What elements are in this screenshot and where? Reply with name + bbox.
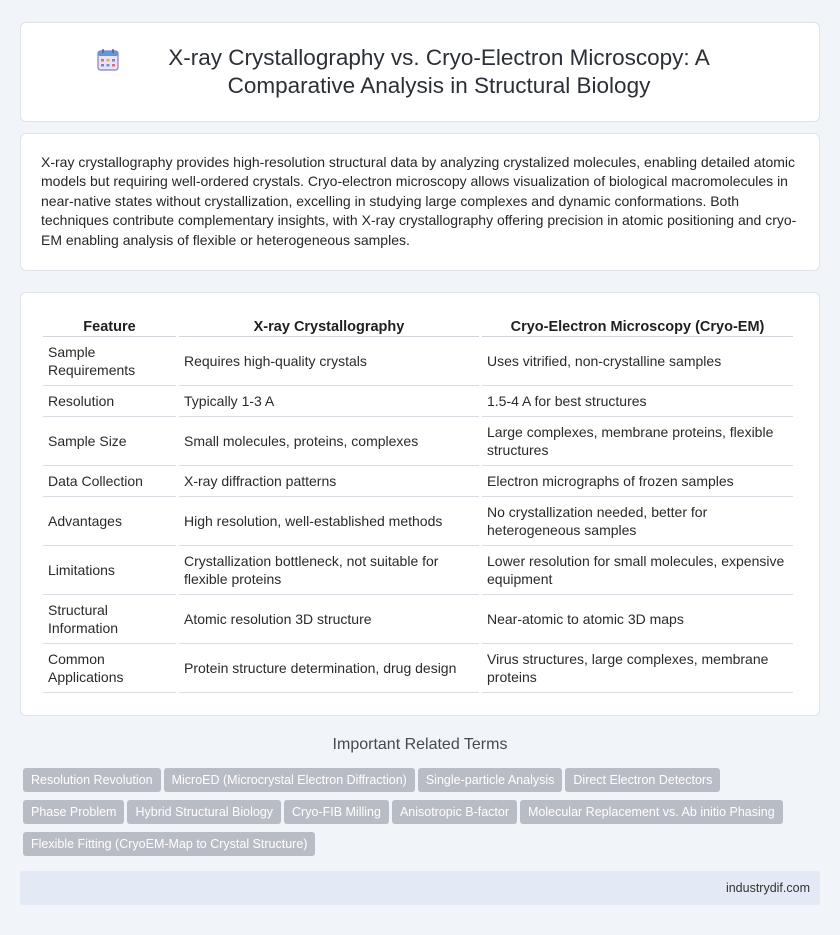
page-title: X-ray Crystallography vs. Cryo-Electron Microscopy: A Comparative Analysis in Structural Biology [168,45,710,98]
related-terms-list [23,768,823,864]
xray-cell: Protein structure determination, drug design [179,644,479,693]
cryoem-cell: Near-atomic to atomic 3D maps [482,595,793,644]
related-term-tag[interactable]: Direct Electron Detectors [565,768,720,792]
related-term-tag[interactable]: Single-particle Analysis [418,768,563,792]
related-term-tag[interactable]: Hybrid Structural Biology [127,800,281,824]
cryoem-cell: Uses vitrified, non-crystalline samples [482,337,793,386]
table-row [43,386,793,417]
header-feature: Feature [43,312,176,337]
table-row [43,546,793,595]
feature-cell: Limitations [43,546,176,595]
table-row [43,497,793,546]
calendar-icon [96,48,120,72]
title-card [20,22,820,122]
related-term-tag[interactable]: Anisotropic B-factor [392,800,517,824]
comparison-table [40,312,796,693]
cryoem-cell: Lower resolution for small molecules, expensive equipment [482,546,793,595]
xray-cell: Atomic resolution 3D structure [179,595,479,644]
feature-cell: Resolution [43,386,176,417]
xray-cell: High resolution, well-established methods [179,497,479,546]
related-term-tag[interactable]: Cryo-FIB Milling [284,800,389,824]
feature-cell: Sample Requirements [43,337,176,386]
header-cryoem: Cryo-Electron Microscopy (Cryo-EM) [482,312,793,337]
feature-cell: Common Applications [43,644,176,693]
table-row [43,417,793,466]
title-wrap [96,44,744,100]
feature-cell: Data Collection [43,466,176,497]
table-header-row [43,312,793,337]
related-term-tag[interactable]: Phase Problem [23,800,124,824]
table-row [43,595,793,644]
xray-cell: Small molecules, proteins, complexes [179,417,479,466]
feature-cell: Structural Information [43,595,176,644]
feature-cell: Sample Size [43,417,176,466]
table-row [43,337,793,386]
cryoem-cell: Large complexes, membrane proteins, flexible structures [482,417,793,466]
related-term-tag[interactable]: Resolution Revolution [23,768,161,792]
related-term-tag[interactable]: Flexible Fitting (CryoEM-Map to Crystal Structure) [23,832,315,856]
related-terms-heading: Important Related Terms [332,736,508,753]
xray-cell: X-ray diffraction patterns [179,466,479,497]
table-row [43,644,793,693]
cryoem-cell: 1.5-4 A for best structures [482,386,793,417]
cryoem-cell: Electron micrographs of frozen samples [482,466,793,497]
cryoem-cell: Virus structures, large complexes, membrane proteins [482,644,793,693]
related-term-tag[interactable]: Molecular Replacement vs. Ab initio Phasing [520,800,783,824]
xray-cell: Typically 1-3 A [179,386,479,417]
xray-cell: Crystallization bottleneck, not suitable for flexible proteins [179,546,479,595]
feature-cell: Advantages [43,497,176,546]
comparison-table-card [20,292,820,716]
summary-card [20,133,820,271]
table-row [43,466,793,497]
summary-paragraph: X-ray crystallography provides high-resolution structural data by analyzing crystalized molecules, enabling detailed atomic models but requiring well-ordered crystals. Cryo-electron microscopy allows visualization of biological macromolecules in near-native states without crystallization, excelling in studying large complexes and dynamic conformations. Both techniques contribute complementary insights, with X-ray crystallography offering precision in atomic positioning and cryo-EM enabling analysis of flexible or heterogeneous samples. [41,154,797,248]
cryoem-cell: No crystallization needed, better for heterogeneous samples [482,497,793,546]
header-xray: X-ray Crystallography [179,312,479,337]
footer-site-link[interactable]: industrydif.com [725,881,810,895]
related-term-tag[interactable]: MicroED (Microcrystal Electron Diffraction) [164,768,415,792]
footer [20,871,820,905]
xray-cell: Requires high-quality crystals [179,337,479,386]
